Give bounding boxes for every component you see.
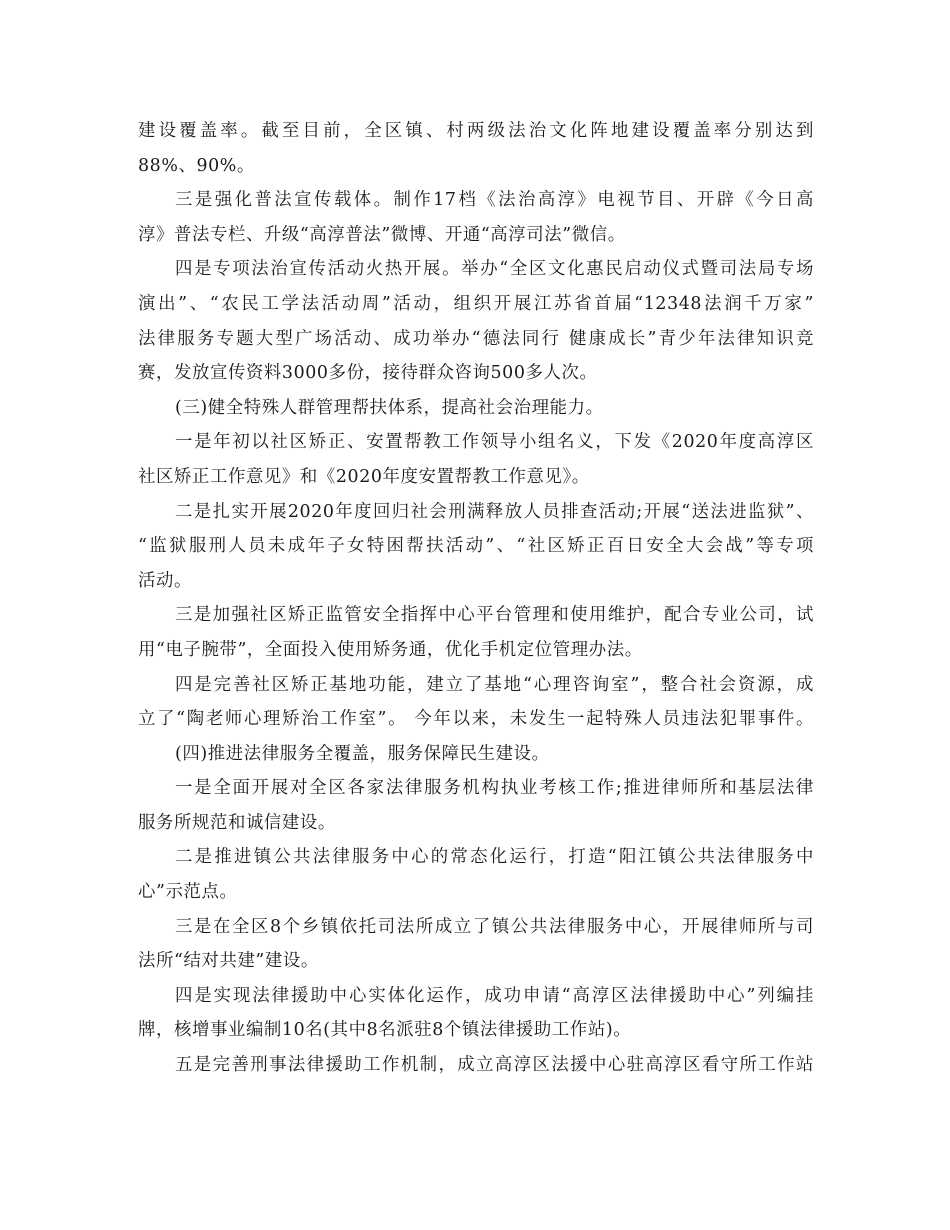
text-line: 二是扎实开展2020年度回归社会刑满释放人员排查活动;开展“送法进监狱”、 bbox=[175, 501, 814, 522]
text-line: 法律服务专题大型广场活动、成功举办“德法同行 健康成长”青少年法律知识竞 bbox=[138, 328, 814, 349]
text-line: 赛，发放宣传资料3000多份，接待群众咨询500多人次。 bbox=[138, 363, 598, 384]
text-line: 88%、90%。 bbox=[138, 155, 255, 176]
text-line: 服务所规范和诚信建设。 bbox=[138, 812, 336, 833]
text-line: 法所“结对共建”建设。 bbox=[138, 951, 319, 972]
text-line: 三是强化普法宣传载体。制作17档《法治高淳》电视节目、开辟《今日高 bbox=[175, 190, 814, 211]
text-line: 三是在全区8个乡镇依托司法所成立了镇公共法律服务中心，开展律师所与司 bbox=[175, 916, 814, 937]
text-line: 心”示范点。 bbox=[138, 882, 238, 903]
text-line: 用“电子腕带”，全面投入使用矫务通，优化手机定位管理办法。 bbox=[138, 639, 643, 660]
text-line: 建设覆盖率。截至目前，全区镇、村两级法治文化阵地建设覆盖率分别达到 bbox=[138, 121, 814, 141]
text-line: 三是加强社区矫正监管安全指挥中心平台管理和使用维护，配合专业公司，试 bbox=[175, 605, 814, 626]
text-line: 立了“陶老师心理矫治工作室”。 今年以来，未发生一起特殊人员违法犯罪事件。 bbox=[138, 709, 814, 730]
text-line: 五是完善刑事法律援助工作机制，成立高淳区法援中心驻高淳区看守所工作站 bbox=[175, 1055, 814, 1076]
text-line: (三)健全特殊人群管理帮扶体系，提高社会治理能力。 bbox=[175, 397, 604, 418]
text-line: 牌，核增事业编制10名(其中8名派驻8个镇法律援助工作站)。 bbox=[138, 1020, 632, 1041]
text-line: (四)推进法律服务全覆盖，服务保障民生建设。 bbox=[175, 743, 550, 764]
text-line: 演出”、“农民工学法活动周”活动，组织开展江苏省首届“12348法润千万家” bbox=[138, 293, 814, 314]
text-line: 四是实现法律援助中心实体化运作，成功申请“高淳区法律援助中心”列编挂 bbox=[175, 985, 814, 1006]
document-body bbox=[138, 114, 814, 1083]
text-line: 社区矫正工作意见》和《2020年度安置帮教工作意见》。 bbox=[138, 466, 590, 487]
text-line: 淳》普法专栏、升级“高淳普法”微博、开通“高淳司法”微信。 bbox=[138, 224, 626, 245]
text-line: “监狱服刑人员未成年子女特困帮扶活动”、“社区矫正百日安全大会战”等专项 bbox=[138, 536, 814, 557]
text-line: 四是完善社区矫正基地功能，建立了基地“心理咨询室”，整合社会资源，成 bbox=[175, 674, 814, 695]
text-line: 二是推进镇公共法律服务中心的常态化运行，打造“阳江镇公共法律服务中 bbox=[175, 847, 814, 868]
text-line: 一是全面开展对全区各家法律服务机构执业考核工作;推进律师所和基层法律 bbox=[175, 778, 814, 799]
text-line: 活动。 bbox=[138, 570, 192, 591]
text-line: 四是专项法治宣传活动火热开展。举办“全区文化惠民启动仪式暨司法局专场 bbox=[175, 259, 814, 280]
text-line: 一是年初以社区矫正、安置帮教工作领导小组名义，下发《2020年度高淳区 bbox=[175, 432, 814, 453]
